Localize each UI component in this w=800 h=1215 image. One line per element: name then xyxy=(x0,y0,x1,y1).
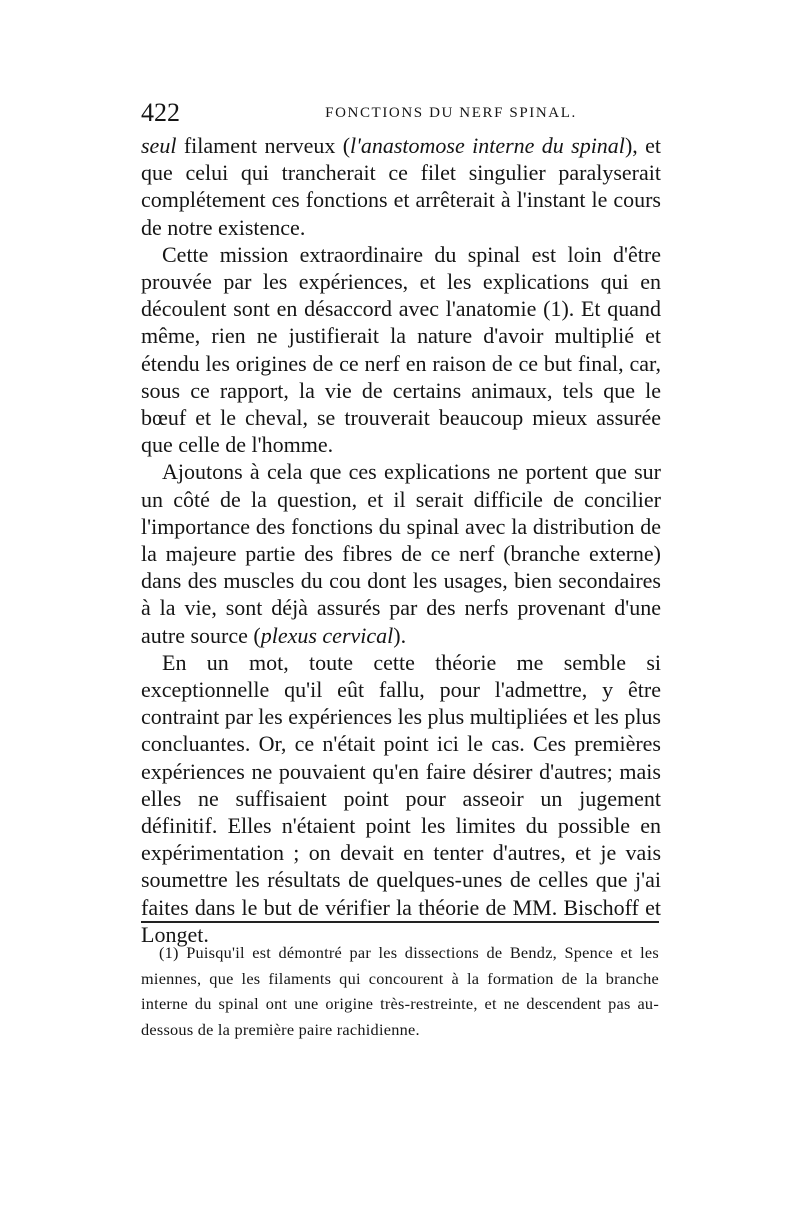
paragraph-1 xyxy=(141,132,661,241)
paragraph-4: En un mot, toute cette théorie me semble si exceptionnelle qu'il eût fallu, pour l'admettre, y être contraint par les expériences les plus multipliées et les plus concluantes. Or, ce n'était point ici le cas. Ces premières expériences ne pouvaient qu'en faire désirer d'autres; mais elles ne suffisaient point pour asseoir un jugement définitif. Elles n'étaient point les limites du possible en expérimentation ; on devait en tenter d'autres, et je vais soumettre les résultats de quelques-unes de celles que j'ai faites dans le but de vérifier la théorie de MM. Bischoff et Longet. xyxy=(141,649,661,947)
paragraph-3-text-a: Ajoutons à cela que ces explications ne portent que sur un côté de la question, et il serait difficile de concilier l'importance des fonctions du spinal avec la distribution de la majeure partie des fibres de ce nerf (branche externe) dans des muscles du cou dont les usages, bien secondaires à la vie, sont déjà assurés par des nerfs provenant d'une autre source ( xyxy=(141,459,661,648)
paragraph-2: Cette mission extraordinaire du spinal est loin d'être prouvée par les expériences, et les explications qui en découlent sont en désaccord avec l'anatomie (1). Et quand même, rien ne justifierait la nature d'avoir multiplié et étendu les origines de ce nerf en raison de ce but final, car, sous ce rapport, la vie de certains animaux, tels que le bœuf et le cheval, se trouverait beaucoup mieux assurée que celle de l'homme. xyxy=(141,241,661,458)
paragraph-1-text-b: ), et que celui qui trancherait ce filet singulier paralyserait complétement ces fonctions et arrêterait à l'instant le cours de notre existence. xyxy=(141,133,662,240)
paragraph-3-text-b: ). xyxy=(393,622,407,648)
paragraph-1-italic-term: l'anastomose interne du spinal xyxy=(350,133,625,158)
footnote-divider xyxy=(141,921,659,923)
paragraph-3-italic-term: plexus cervical xyxy=(260,622,394,648)
running-title: FONCTIONS DU NERF SPINAL. xyxy=(325,105,577,121)
footnote: (1) Puisqu'il est démontré par les dissections de Bendz, Spence et les miennes, que les filaments qui concourent à la formation de la branche interne du spinal ont une origine très-restreinte, et ne descendent pas au-dessous de la première paire rachidienne. xyxy=(141,943,659,1039)
paragraph-3 xyxy=(141,458,661,648)
page-header xyxy=(141,98,661,128)
paragraph-1-lead-italic: seul xyxy=(141,133,177,158)
paragraph-1-text-a: filament nerveux ( xyxy=(176,133,351,158)
body-text xyxy=(141,132,661,948)
page-number: 422 xyxy=(141,98,180,127)
